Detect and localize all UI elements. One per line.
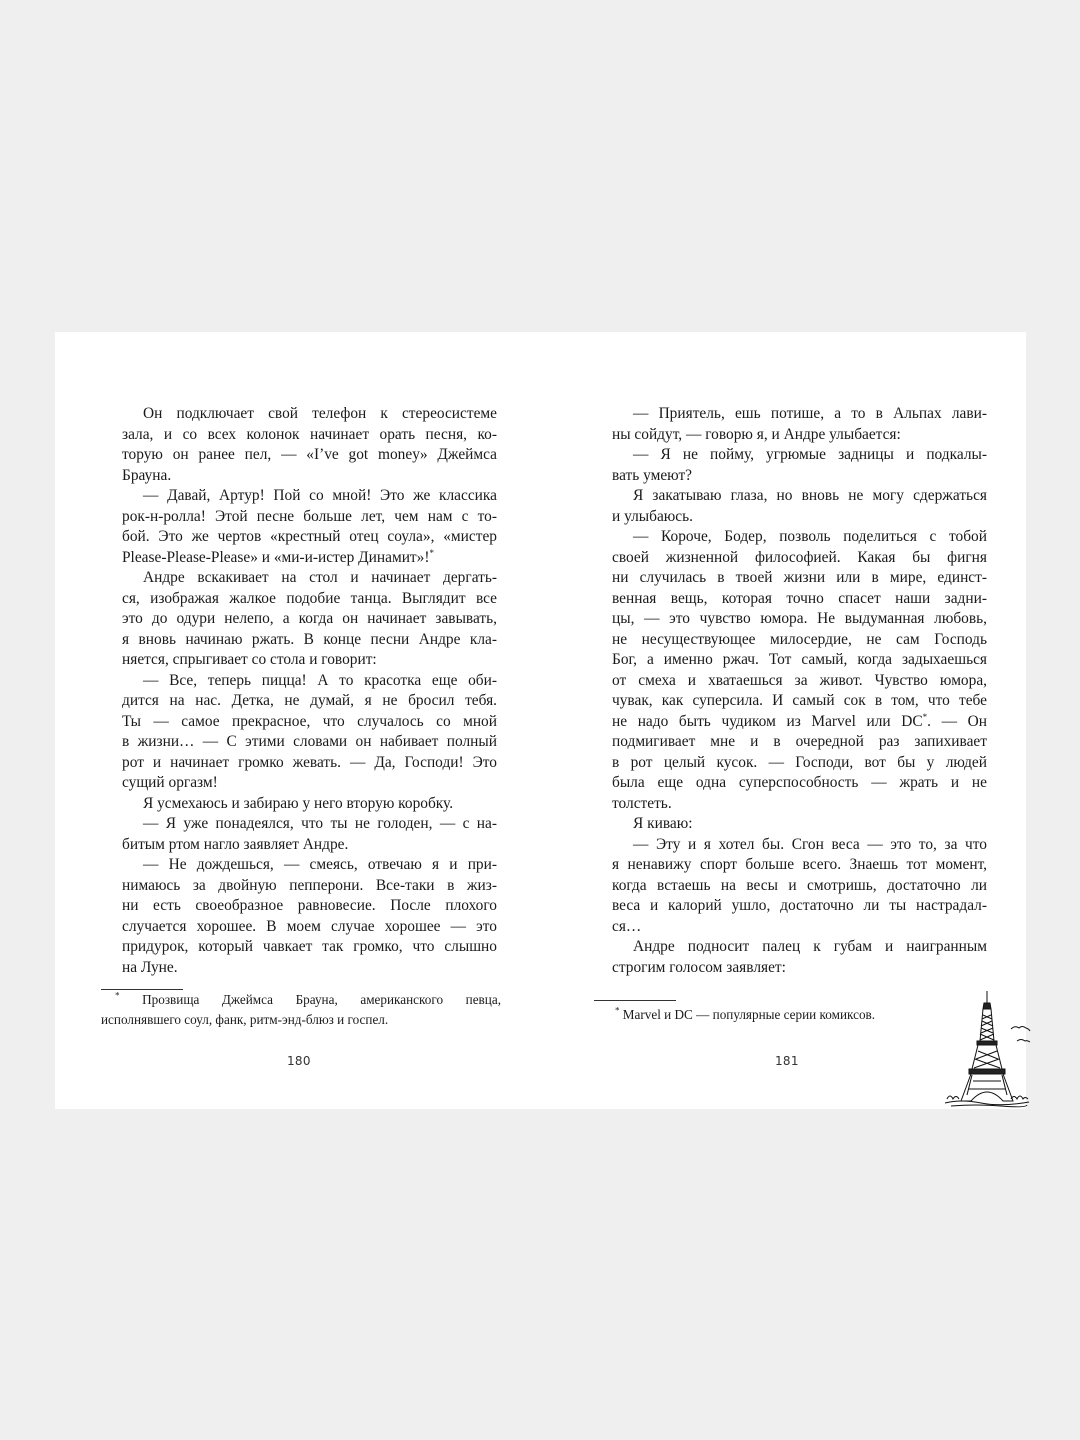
left-footnote [101,990,501,1030]
text-line: нимаюсь за двойную пепперони. Все-таки в жиз- [122,876,497,894]
right-page-text [591,404,987,978]
text-line: Бог, а именно ржач. Тот самый, когда задыхаешься [612,651,987,668]
text-line: — Эту и я хотел бы. Сгон веса — это то, за что [633,835,987,853]
text-line: цы, — это чувство юмора. Не выдуманная любовь, [612,610,987,627]
text-line: дится на нас. Детка, не думай, я не бросил тебя. [122,692,497,709]
paragraph [101,855,497,978]
text-line: это до одури нелепо, а когда он начинает завывать, [122,610,497,627]
paragraph [101,814,497,855]
text-line: придурок, который чавкает так громко, что слышно [122,938,497,955]
text-line: — Не дождешься, — смеясь, отвечаю я и при- [143,856,497,873]
text-line: подмигивает мне и в очередной раз запихивает [612,733,987,750]
text-line: Брауна. [122,466,172,484]
text-line: строгим голосом заявляет: [612,958,786,976]
paragraph [591,527,987,814]
text-line: Андре вскакивает на стол и начинает дергать- [143,569,497,586]
text-line: торую он ранее пел, — «I’ve got money» Джеймса [122,446,497,463]
right-footnote-rule [594,1000,676,1001]
text-line: в рот целый кусок. — Господи, вот бы у людей [612,753,987,771]
text-line: в жизни… — С этими словами он набивает полный [122,733,497,750]
footnote-line: исполнявшего соул, фанк, ритм-энд-блюз и госпел. [101,1012,389,1027]
text-line: толстеть. [612,794,672,812]
text-line: венная вещь, которая точно спасет наши задни- [612,589,987,607]
text-line: не несуществующее милосердие, не сам Господь [612,630,987,648]
text-line: была еще одна суперспособность — жрать и не [612,774,987,791]
text-line: — Короче, Бодер, позволь поделиться с тобой [633,528,987,545]
text-line: ни случилась в твоей жизни или в мире, единст- [612,569,987,586]
text-line: ны сойдут, — говорю я, и Андре улыбается: [612,425,901,443]
text-line: бой. Это же чертов «крестный отец соула», «мистер [122,528,497,545]
text-line: не надо быть чудиком из Marvel или DC*. — Он [612,711,987,730]
eiffel-tower-icon [941,989,1031,1109]
text-line: я вновь начинаю ржать. В конце песни Андре кла- [122,630,497,648]
text-line: своей жизненной философией. Какая бы фигня [612,548,987,566]
text-line: на Луне. [122,958,178,976]
book-spread [55,332,1026,1109]
text-line: чувак, как суперсила. И самый сок в том, что тебе [612,692,987,709]
text-line: Он подключает свой телефон к стереосистеме [143,405,497,422]
text-line: я ненавижу спорт больше всего. Знаешь тот момент, [612,856,987,873]
left-page [55,332,540,1109]
text-line: зала, и со всех колонок начинает орать песня, ко- [122,425,497,443]
text-line: сущий оргазм! [122,774,218,791]
text-line: и улыбаюсь. [612,507,693,525]
page-number-left: 180 [287,1054,311,1068]
paragraph [101,404,497,486]
text-line: ся, изображая жалкое подобие танца. Выглядит все [122,589,497,607]
text-line: няется, спрыгивает со стола и говорит: [122,651,377,668]
text-line: — Я не пойму, угрюмые задницы и подкалы- [633,446,987,463]
text-line: ся… [612,917,642,935]
text-line: — Приятель, ешь потише, а то в Альпах лави- [633,405,987,422]
text-line: Ты — самое прекрасное, что случалось со мной [122,712,497,730]
text-line: веса и калорий ушло, достаточно ли ты настрадал- [612,897,987,914]
text-line: Я усмехаюсь и забираю у него вторую коробку. [143,794,454,812]
text-line: рот и начинает громко жевать. — Да, Господи! Это [122,753,497,771]
paragraph [591,445,987,486]
paragraph [591,404,987,445]
text-line: Please-Please-Please» и «ми-и-истер Динамит»!* [122,547,434,566]
text-line: случается хорошее. В моем случае хорошее — это [122,917,497,935]
text-line: Я киваю: [633,815,693,832]
paragraph [101,671,497,794]
paragraph [101,486,497,568]
footnote-line: * Marvel и DC — популярные серии комиксов. [615,1005,876,1022]
text-line: Андре подносит палец к губам и наигранным [633,938,987,955]
footnote-line: * Прозвища Джеймса Брауна, американского певца, [115,990,501,1007]
paragraph [101,794,497,815]
page-number-right: 181 [775,1054,799,1068]
paragraph [591,814,987,835]
paragraph [591,835,987,938]
text-line: Я закатываю глаза, но вновь не могу сдержаться [633,487,987,504]
text-line: ни есть своеобразное равновесие. После плохого [122,897,497,914]
paragraph [101,568,497,671]
text-line: битым ртом нагло заявляет Андре. [122,835,349,853]
text-line: вать умеют? [612,466,693,484]
text-line: когда встаешь на весы и смотришь, достаточно ли [612,876,987,894]
text-line: — Все, теперь пицца! А то красотка еще оби- [143,671,497,689]
text-line: — Я уже понадеялся, что ты не голоден, — с на- [143,815,497,832]
text-line: — Давай, Артур! Пой со мной! Это же классика [143,487,497,504]
paragraph [591,937,987,978]
text-line: рок-н-ролла! Этой песне больше лет, чем нам с то- [122,507,497,525]
paragraph [591,486,987,527]
left-page-text [101,404,497,978]
text-line: от смеха и хватаешься за живот. Чувство юмора, [612,671,987,689]
